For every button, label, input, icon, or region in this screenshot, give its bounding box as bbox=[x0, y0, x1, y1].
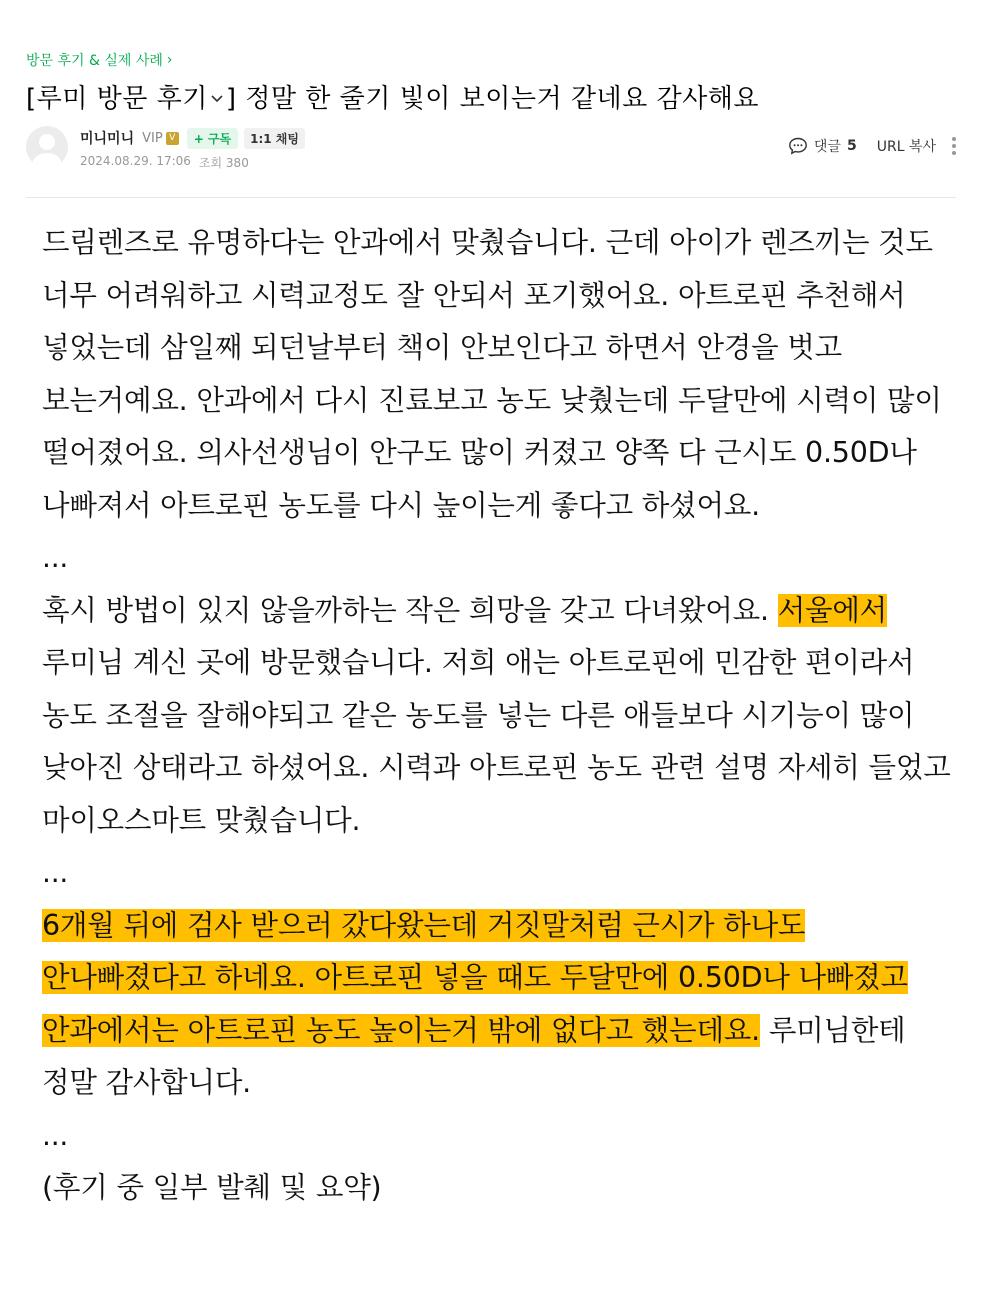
header-divider bbox=[26, 197, 956, 198]
ellipsis-2: ... bbox=[42, 856, 69, 889]
avatar-head-shape bbox=[39, 134, 55, 150]
page-title bbox=[26, 76, 956, 116]
comment-count[interactable]: 5 bbox=[846, 138, 857, 154]
breadcrumb-label[interactable]: 방문 후기 & 실제 사례 bbox=[26, 53, 163, 69]
paragraph-2-start: 혹시 방법이 있지 않을까하는 작은 희망을 갖고 다녀왔어요. bbox=[42, 593, 778, 627]
vip-badge-icon: V bbox=[166, 132, 179, 145]
chat-button[interactable]: 1:1 채팅 bbox=[244, 128, 305, 149]
ellipsis-1: ... bbox=[42, 541, 69, 574]
breadcrumb[interactable] bbox=[26, 44, 956, 76]
speech-bubble-icon[interactable] bbox=[788, 136, 808, 156]
post-actions bbox=[788, 136, 956, 156]
url-copy-button[interactable]: URL 복사 bbox=[876, 139, 936, 155]
chevron-down-icon[interactable] bbox=[210, 91, 224, 105]
author-grade: VIP bbox=[142, 130, 163, 146]
post-date: 2024.08.29. 17:06 bbox=[80, 154, 191, 168]
ellipsis-3: ... bbox=[42, 1118, 69, 1152]
avatar[interactable] bbox=[26, 126, 68, 168]
view-count: 조회 380 bbox=[198, 156, 249, 170]
paragraph-2-end: 루미님 계신 곳에 방문했습니다. 저희 애는 아트로핀에 민감한 편이라서 농도 조절을 잘해야되고 같은 농도를 넣는 다른 애들보다 시기능이 많이 낮아진 상태라고 하셨어요. 시력과 아트로핀 농도 관련 설명 자세히 들었고 마이오스마트 맞췄습니다. bbox=[42, 646, 951, 837]
chevron-right-icon: › bbox=[166, 52, 173, 68]
highlight-location: 서울에서 bbox=[777, 593, 888, 627]
avatar-body-shape bbox=[32, 153, 62, 168]
title-prefix: [루미 방문 후기 bbox=[26, 83, 208, 114]
comment-label[interactable]: 댓글 bbox=[813, 139, 841, 155]
summary-note: (후기 중 일부 발췌 및 요약) bbox=[42, 1171, 382, 1204]
post-header bbox=[26, 44, 956, 186]
post-body bbox=[42, 217, 960, 1215]
paragraph-3 bbox=[42, 900, 960, 1110]
user-row bbox=[80, 126, 305, 150]
subscribe-button[interactable]: + 구독 bbox=[187, 128, 238, 149]
highlight-result: 6개월 뒤에 검사 받으러 갔다왔는데 거짓말처럼 근시가 하나도 안나빠졌다고 하네요. 아트로핀 넣을 때도 두달만에 0.50D나 나빠졌고 안과에서는 아트로핀 농도 높이는거 밖에 없다고 했는데요. bbox=[42, 908, 908, 1047]
paragraph-1: 드림렌즈로 유명하다는 안과에서 맞췄습니다. 근데 아이가 렌즈끼는 것도 너무 어려워하고 시력교정도 잘 안되서 포기했어요. 아트로핀 추천해서 넣었는데 삼일째 되던날부터 책이 안보인다고 하면서 안경을 벗고 보는거예요. 안과에서 다시 진료보고 농도 낮췄는데 두달만에 시력이 많이 떨어졌어요. 의사선생님이 안구도 많이 커졌고 양쪽 다 근시도 0.50D나 나빠져서 아트로핀 농도를 다시 높이는게 좋다고 하셨어요. bbox=[42, 226, 942, 522]
paragraph-2 bbox=[42, 585, 960, 848]
author-name[interactable]: 미니미니 bbox=[80, 131, 135, 147]
more-vertical-icon[interactable] bbox=[952, 137, 956, 155]
paragraph-3-end: 루미님한테 정말 감사합니다. bbox=[42, 1013, 906, 1099]
title-suffix: ] 정말 한 줄기 빛이 보이는거 같네요 감사해요 bbox=[225, 83, 759, 114]
author-meta bbox=[26, 124, 956, 186]
post-info bbox=[80, 154, 249, 171]
